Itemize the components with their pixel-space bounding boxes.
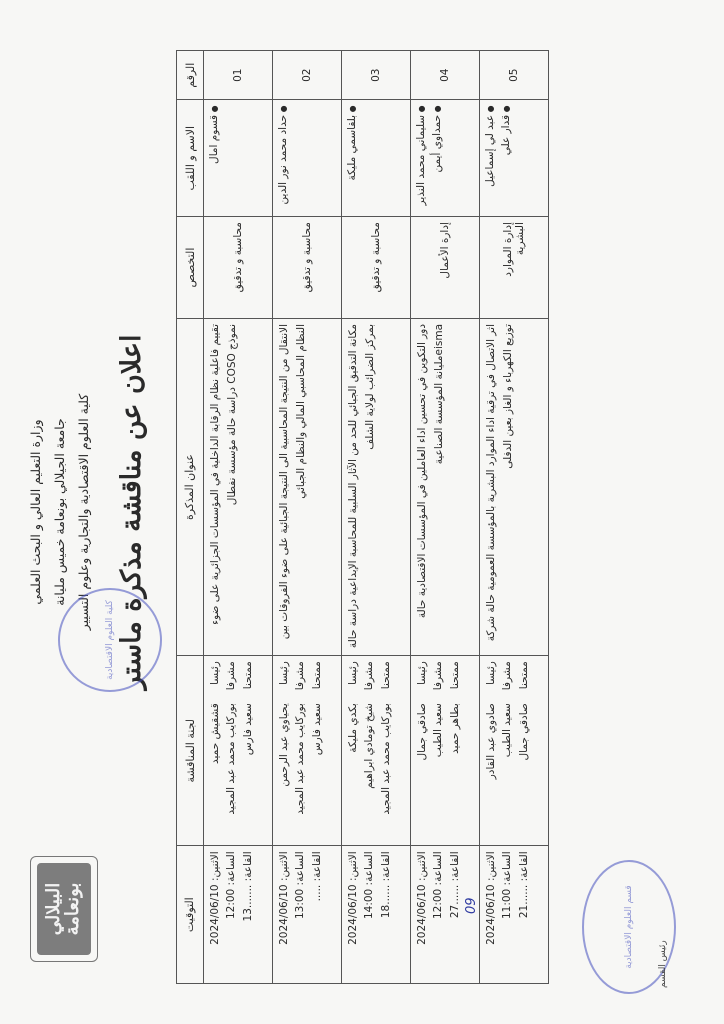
schedule-cell — [204, 846, 273, 984]
schedule-line: القاعة: ......18 — [379, 851, 392, 919]
student-names — [273, 100, 342, 217]
jury-role: رئيسا — [278, 661, 290, 685]
thesis-title: مكانة التدقيق الجبائي للحد من الآثار السلبية للمحاسبة الإبداعية دراسة حالة بمركز الضرائب لولاية الشلف — [342, 318, 411, 655]
university-logo — [30, 856, 98, 962]
header-num: الرقم — [177, 51, 204, 100]
jury-cell — [204, 656, 273, 846]
row-number: 02 — [273, 51, 342, 100]
jury-name: صادقي جمال — [416, 703, 428, 761]
jury-member — [516, 661, 532, 840]
jury-member — [499, 661, 515, 840]
schedule-line: الاثنين: 2024/06/10 — [209, 851, 221, 945]
schedule-line: القاعة: ......21 — [517, 851, 530, 919]
jury-role: رئيسا — [209, 661, 221, 685]
student-name: ● بلقاسمي مليكة — [345, 105, 361, 211]
schedule-cell — [273, 846, 342, 984]
row-number: 04 — [411, 51, 480, 100]
jury-name: سعيد الطيب — [501, 703, 514, 758]
jury-member — [447, 661, 463, 840]
table-row — [411, 51, 480, 984]
specialization: محاسبة و تدقيق — [204, 217, 273, 319]
table-row — [204, 51, 273, 984]
student-names — [480, 100, 549, 217]
schedule-line: الساعة: 12:00 — [432, 851, 445, 920]
rotated-sheet — [22, 32, 702, 992]
row-number: 05 — [480, 51, 549, 100]
schedule-line: الاثنين: 2024/06/10 — [416, 851, 428, 945]
specialization: إدارة الأعمال — [411, 217, 480, 319]
faculty-stamp — [58, 588, 162, 692]
schedule-line: الساعة: 14:00 — [363, 851, 376, 920]
schedule-line: الساعة: 13:00 — [294, 851, 307, 920]
jury-name: بوركايب محمد عبد المجيد — [379, 703, 392, 815]
jury-member — [240, 661, 256, 840]
jury-role: مشرفا — [501, 661, 514, 691]
jury-name: بوركايب محمد عبد المجيد — [225, 703, 238, 815]
jury-member — [361, 661, 377, 840]
jury-member — [276, 661, 292, 840]
thesis-title: دور التكوين في تحسين اداء العاملين في المؤسسات الاقتصادية حالة eismaمليانة المؤسسة الصناعية — [411, 318, 480, 655]
jury-role: مشرفا — [225, 661, 238, 691]
jury-member — [309, 661, 325, 840]
student-names — [411, 100, 480, 217]
jury-member — [345, 661, 361, 840]
schedule-cell — [342, 846, 411, 984]
jury-member — [414, 661, 430, 840]
announcement-title: اعلان عن مناقشة مذكرة ماستر — [116, 334, 147, 690]
jury-role: ممتحنا — [310, 661, 323, 690]
specialization: إدارة الموارد البشرية — [480, 217, 549, 319]
jury-member — [223, 661, 239, 840]
jury-name: قشقيش حميد — [209, 703, 221, 765]
jury-member — [430, 661, 446, 840]
student-names — [342, 100, 411, 217]
jury-name: بوركايب محمد عبد المجيد — [294, 703, 307, 815]
jury-role: ممتحنا — [241, 661, 254, 690]
header-time: التوقيت — [177, 846, 204, 984]
schedule-cell — [480, 846, 549, 984]
row-number: 03 — [342, 51, 411, 100]
schedule-line: القاعة: ......27 — [448, 851, 461, 919]
header-spec: التخصص — [177, 217, 204, 319]
table-header-row — [177, 51, 204, 984]
student-names — [204, 100, 273, 217]
signature: رئيس القسم — [658, 940, 668, 988]
jury-member — [483, 661, 499, 840]
table-row — [273, 51, 342, 984]
jury-name: صادقي جمال — [517, 703, 530, 761]
student-name: ● عبد لي إسماعيل — [483, 105, 499, 211]
schedule-cell — [411, 846, 480, 984]
faculty-line: كلية العلوم الاقتصادية والتجارية وعلوم التسيير — [76, 393, 91, 631]
thesis-title: الانتقال من النتيجة المحاسبية الى النتيجة الجبائية على ضوء الفروقات بين النظام المحاسبي المالي والنظام الجبائي — [273, 318, 342, 655]
logo-text: البيلالي بونعامة — [37, 863, 91, 955]
schedule-line: القاعة: ..... — [310, 851, 323, 902]
header-names: الاسم و اللقب — [177, 100, 204, 217]
student-name: ● قسوم امال — [207, 105, 223, 211]
jury-name: بطاهر حميد — [448, 703, 461, 754]
department-stamp-text: قسم العلوم الاقتصادية — [624, 885, 634, 969]
header-jury: لجنة المناقشة — [177, 656, 204, 846]
jury-role: رئيسا — [347, 661, 359, 685]
jury-name: سعيد فارس — [241, 703, 254, 756]
student-name: ● حمداوي أيمن — [430, 105, 446, 211]
schedule-line: الاثنين: 2024/06/10 — [485, 851, 497, 945]
jury-member — [292, 661, 308, 840]
table-row — [342, 51, 411, 984]
table-row — [480, 51, 549, 984]
jury-cell — [273, 656, 342, 846]
schedule-line: الاثنين: 2024/06/10 — [278, 851, 290, 945]
jury-role: مشرفا — [432, 661, 445, 691]
specialization: محاسبة و تدقيق — [273, 217, 342, 319]
header-title: عنوان المذكرة — [177, 318, 204, 655]
schedule-line: الساعة: 12:00 — [225, 851, 238, 920]
jury-role: رئيسا — [416, 661, 428, 685]
jury-name: شيخ تومادي ابراهيم — [363, 703, 376, 789]
jury-name: صادوي عبد القادر — [485, 703, 497, 780]
jury-member — [207, 661, 223, 840]
defense-schedule-table — [176, 50, 549, 984]
jury-role: ممتحنا — [379, 661, 392, 690]
schedule-line: الاثنين: 2024/06/10 — [347, 851, 359, 945]
jury-cell — [342, 656, 411, 846]
jury-member — [378, 661, 394, 840]
handwritten-number: 09 — [464, 897, 479, 914]
jury-role: مشرفا — [363, 661, 376, 691]
thesis-title: تقييم فاعلية نظام الرقابة الداخلية في المؤسسات الجزائرية على ضوء نموذج COSO دراسة حالة مؤسسة نفطال — [204, 318, 273, 655]
student-name: ● سليماني محمد النذير — [414, 105, 430, 211]
jury-name: سعيد الطيب — [432, 703, 445, 758]
jury-cell — [480, 656, 549, 846]
jury-name: سعيد فارس — [310, 703, 323, 756]
student-name: ● حداد محمد نور الدين — [276, 105, 292, 211]
university-line: جامعة الجيلالي بونعامة خميس مليانة — [52, 418, 67, 606]
jury-role: ممتحنا — [448, 661, 461, 690]
jury-role: ممتحنا — [517, 661, 530, 690]
student-name: ● قدار علي — [499, 105, 515, 211]
jury-cell — [411, 656, 480, 846]
faculty-stamp-text: كلية العلوم الاقتصادية — [105, 600, 115, 680]
schedule-line: القاعة: .......13 — [241, 851, 254, 922]
schedule-line: الساعة: 11:00 — [501, 851, 514, 920]
thesis-title: اثر الاتصال في ترقية اداء الموارد البشرية بالمؤسسة العمومية حالة شركة توزيع الكهرباء و الغاز بعين الدفلى — [480, 318, 549, 655]
ministry-line: وزارة التعليم العالي و البحث العلمي — [28, 419, 43, 605]
specialization: محاسبة و تدقيق — [342, 217, 411, 319]
jury-role: رئيسا — [485, 661, 497, 685]
jury-role: مشرفا — [294, 661, 307, 691]
jury-name: يحياوي عبد الرحمن — [278, 703, 290, 787]
row-number: 01 — [204, 51, 273, 100]
jury-name: بكدي مليكة — [347, 703, 359, 753]
